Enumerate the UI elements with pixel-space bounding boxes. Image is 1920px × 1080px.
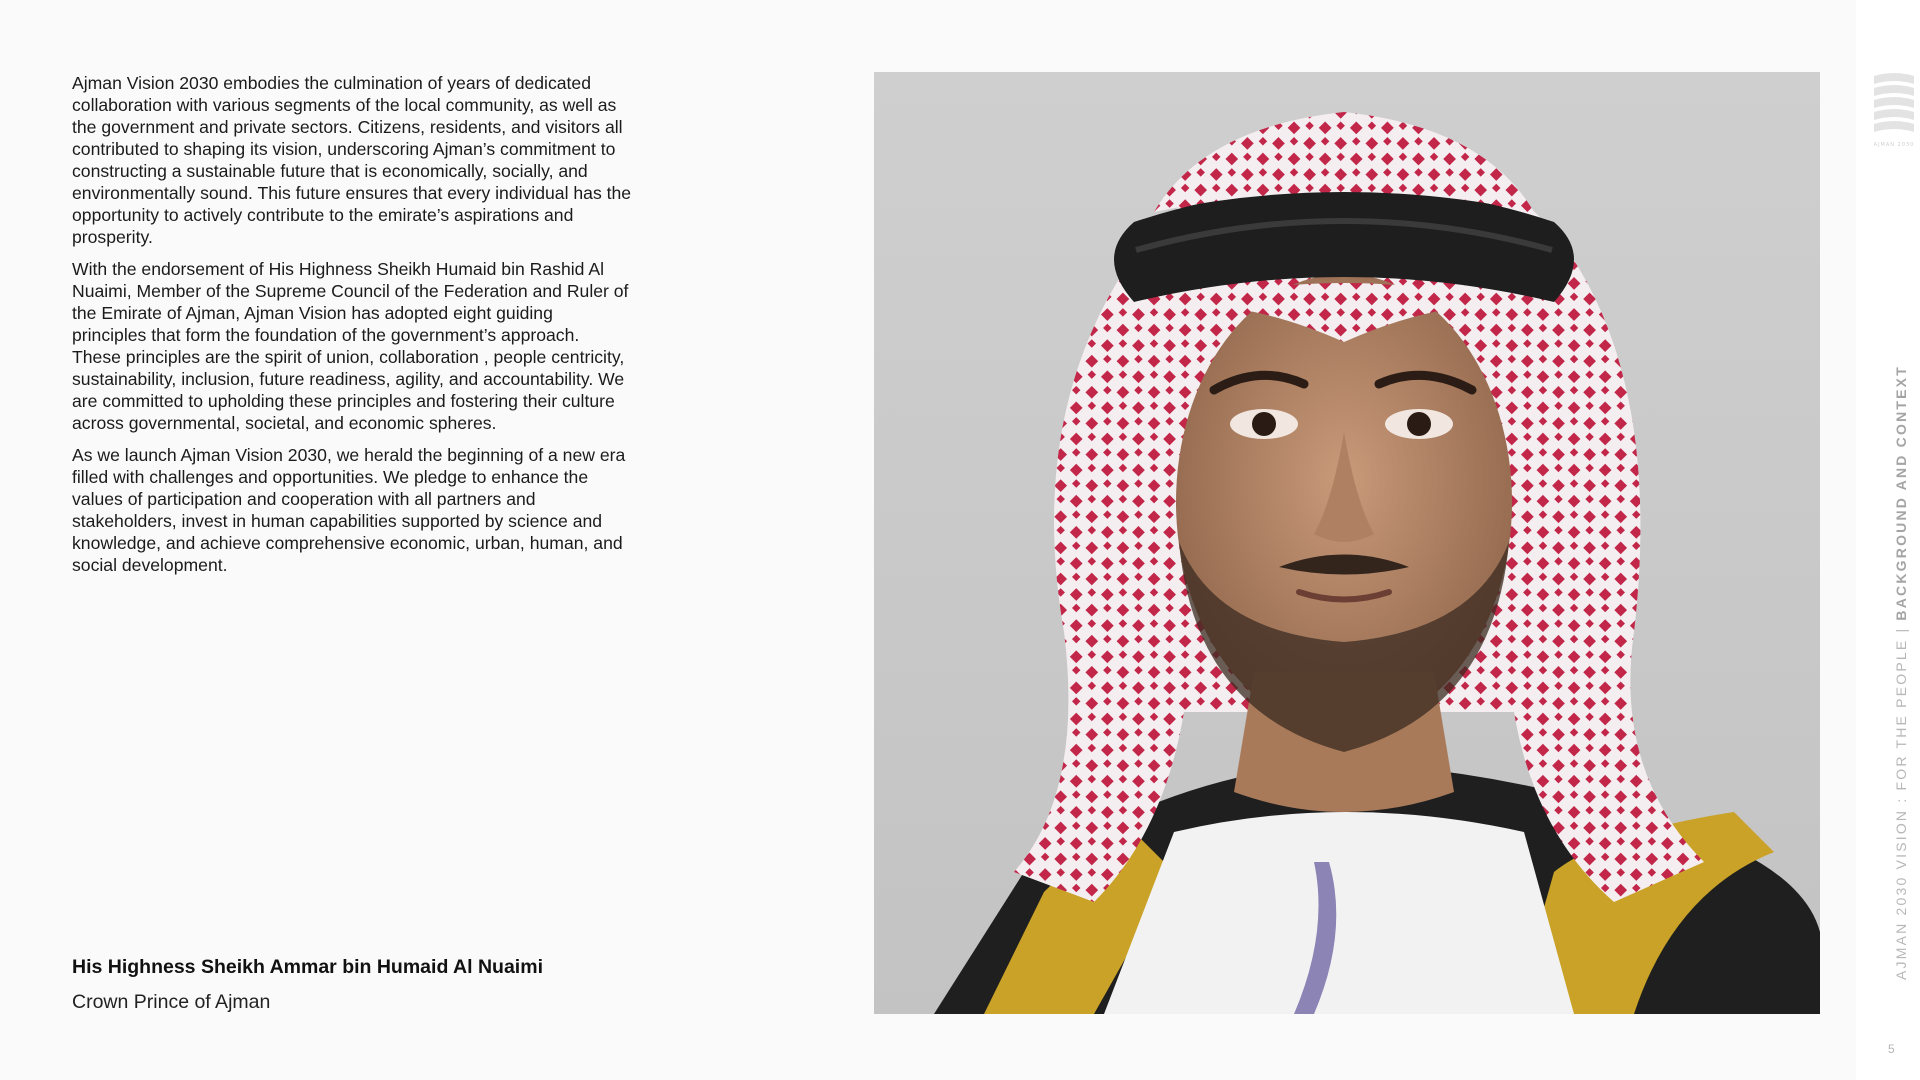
ajman-logo-icon	[1872, 72, 1916, 150]
portrait-illustration	[874, 72, 1820, 1014]
ajman-logo	[1872, 72, 1916, 150]
caption-role: Crown Prince of Ajman	[72, 991, 271, 1013]
section-label	[1893, 365, 1909, 980]
portrait-photo	[874, 72, 1820, 1014]
body-text	[72, 72, 632, 586]
section-label-bold: BACKGROUND AND CONTEXT	[1893, 365, 1909, 621]
paragraph-3: As we launch Ajman Vision 2030, we herald the beginning of a new era filled with challenges and opportunities. We pledge to enhance the values of participation and cooperation with all partners and stakeholders, invest in human capabilities supported by science and knowledge, and achieve comprehensive economic, urban, human, and social development.	[72, 445, 626, 575]
caption-name: His Highness Sheikh Ammar bin Humaid Al Nuaimi	[72, 956, 543, 978]
section-label-light: AJMAN 2030 VISION : FOR THE PEOPLE |	[1893, 620, 1909, 980]
paragraph-1: Ajman Vision 2030 embodies the culmination of years of dedicated collaboration with various segments of the local community, as well as the government and private sectors. Citizens, residents, and visitors all contributed to shaping its vision, underscoring Ajman’s commitment to constructing a sustainable future that is economically, socially, and environmentally sound. This future ensures that every individual has the opportunity to actively contribute to the emirate’s aspirations and prosperity.	[72, 73, 632, 247]
portrait-caption	[72, 954, 672, 1015]
logo-text: AJMAN 2030	[1873, 142, 1915, 148]
page-number: 5	[1888, 1042, 1895, 1056]
side-strip	[1856, 0, 1920, 1080]
paragraph-2: With the endorsement of His Highness Sheikh Humaid bin Rashid Al Nuaimi, Member of the Supreme Council of the Federation and Ruler of the Emirate of Ajman, Ajman Vision has adopted eight guiding principles that form the foundation of the government’s approach. These principles are the spirit of union, collaboration , people centricity, sustainability, inclusion, future readiness, agility, and accountability. We are committed to upholding these principles and fostering their culture across governmental, societal, and economic spheres.	[72, 259, 629, 433]
